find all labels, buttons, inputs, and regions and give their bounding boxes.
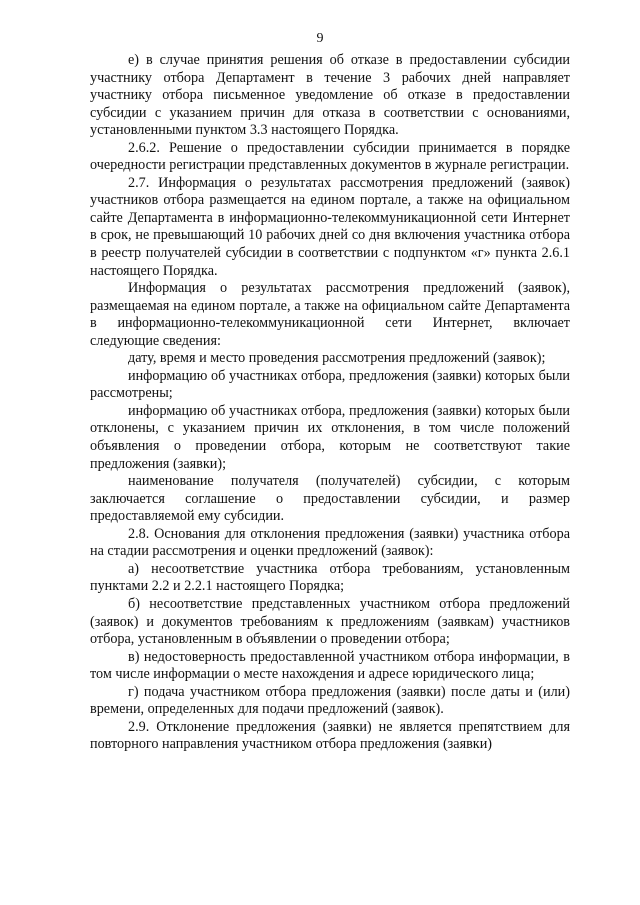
paragraph-date-time-place: дату, время и место проведения рассмотрения предложений (заявок); bbox=[128, 350, 546, 367]
paragraph-2-8-a: а) несоответствие участника отбора требованиям, установленным пунктами 2.2 и 2.2.1 настоящего Порядка; bbox=[90, 560, 570, 595]
paragraph-2-6-2: 2.6.2. Решение о предоставлении субсидии принимается в порядке очередности регистрации представленных документов в журнале регистрации. bbox=[90, 139, 570, 174]
paragraph-recipient-name: наименование получателя (получателей) субсидии, с которым заключается соглашение о предоставлении субсидии, и размер предоставляемой ему субсидии. bbox=[90, 473, 570, 525]
paragraph-2-9: 2.9. Отклонение предложения (заявки) не является препятствием для повторного направления участником отбора предложения (заявки) bbox=[90, 718, 570, 753]
paragraph-2-8-b: б) несоответствие представленных участником отбора предложений (заявок) и документов требованиям к предложениям (заявкам) участников отбора, установленным в объявлении о проведении отбора; bbox=[90, 595, 570, 648]
page-number: 9 bbox=[316, 31, 324, 46]
document-body bbox=[90, 52, 570, 754]
paragraph-participants-rejected: информацию об участниках отбора, предложения (заявки) которых были отклонены, с указанием причин их отклонения, в том числе положений объявления о проведении отбора, которым не соответствуют такие предложения (заявки); bbox=[90, 402, 570, 472]
paragraph-2-7: 2.7. Информация о результатах рассмотрения предложений (заявок) участников отбора размещается на едином портале, а также на официальном сайте Департамента в информационно-телекоммуникационной сети Интернет в срок, не превышающий 10 рабочих дней со дня включения участника отбора в реестр получателей субсидии в соответствии с подпунктом «г» пункта 2.6.1 настоящего Порядка. bbox=[90, 174, 570, 279]
paragraph-info-results: Информация о результатах рассмотрения предложений (заявок), размещаемая на едином портале, а также на официальном сайте Департамента в информационно-телекоммуникационной сети Интернет, включает следующие сведения: bbox=[90, 280, 570, 349]
paragraph-participants-considered: информацию об участниках отбора, предложения (заявки) которых были рассмотрены; bbox=[90, 367, 570, 402]
paragraph-2-8-g: г) подача участником отбора предложения (заявки) после даты и (или) времени, определенных для подачи предложений (заявок). bbox=[90, 683, 570, 718]
paragraph-e-refusal: е) в случае принятия решения об отказе в предоставлении субсидии участнику отбора Департамент в течение 3 рабочих дней направляет участнику отбора письменное уведомление об отказе в предоставлении субсидии с указанием причин для отказа в соответствии с основаниями, установленными пунктом 3.3 настоящего Порядка. bbox=[90, 52, 570, 139]
paragraph-2-8-v: в) недостоверность предоставленной участником отбора информации, в том числе информации о месте нахождения и адресе юридического лица; bbox=[90, 648, 570, 683]
paragraph-2-8: 2.8. Основания для отклонения предложения (заявки) участника отбора на стадии рассмотрения и оценки предложений (заявок): bbox=[90, 525, 570, 560]
